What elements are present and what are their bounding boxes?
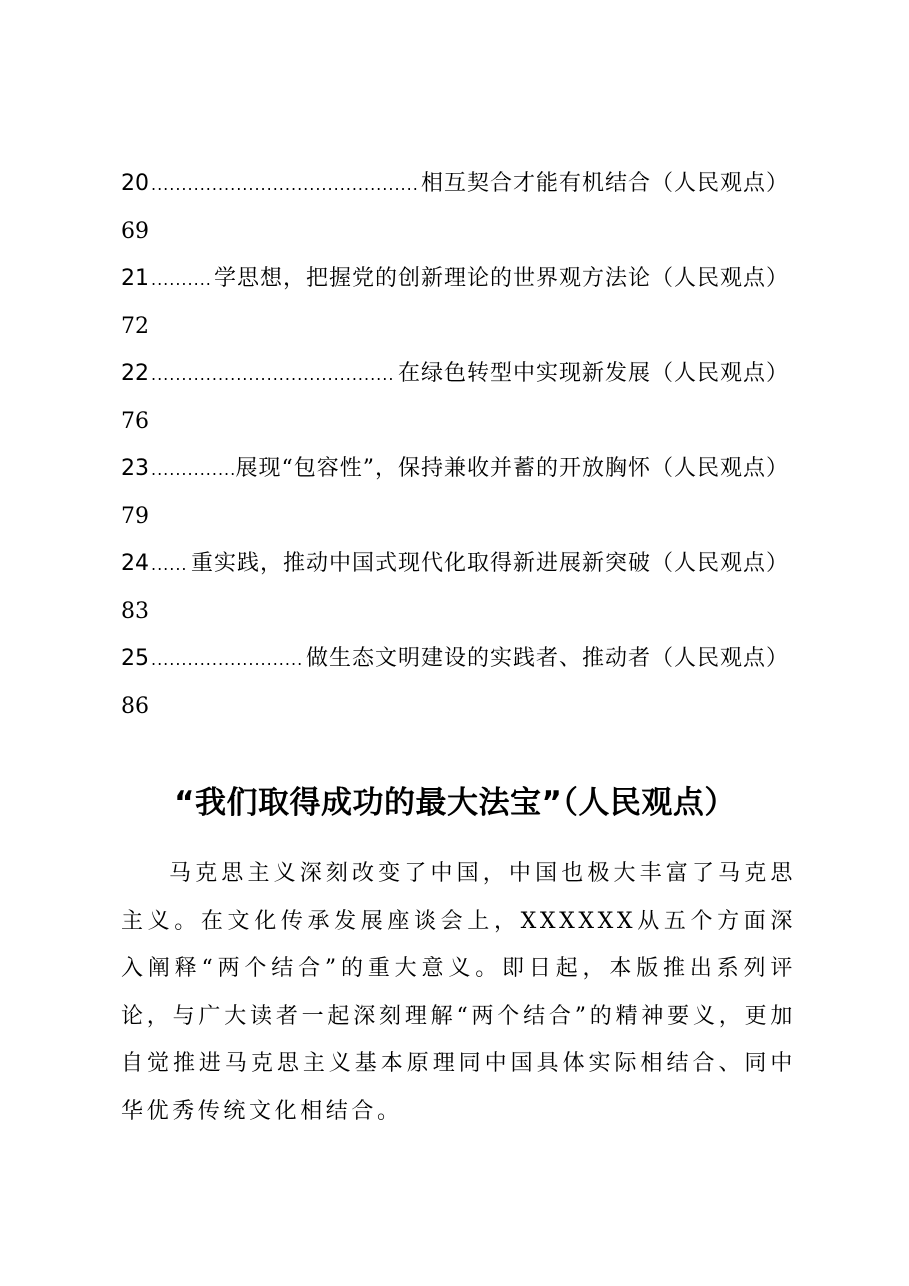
toc-leader-dots bbox=[151, 256, 212, 304]
toc-leader-dots bbox=[151, 636, 304, 684]
toc-line bbox=[121, 255, 789, 303]
toc-entry-page: 79 bbox=[121, 504, 149, 529]
toc-leader-dots bbox=[151, 446, 234, 494]
toc-entry-page: 76 bbox=[121, 409, 149, 434]
toc-line bbox=[121, 160, 789, 208]
toc-entry-title: 展现“包容性”，保持兼收并蓄的开放胸怀（人民观点） bbox=[235, 456, 789, 481]
table-of-contents bbox=[121, 160, 789, 730]
toc-entry[interactable] bbox=[121, 635, 789, 730]
toc-entry-number: 25 bbox=[121, 646, 149, 671]
toc-entry-title: 相互契合才能有机结合（人民观点） bbox=[420, 171, 789, 196]
toc-line bbox=[121, 350, 789, 398]
toc-entry[interactable] bbox=[121, 160, 789, 255]
toc-line bbox=[121, 445, 789, 493]
toc-entry[interactable] bbox=[121, 540, 789, 635]
toc-entry-number: 22 bbox=[121, 361, 149, 386]
toc-entry[interactable] bbox=[121, 350, 789, 445]
toc-entry-page: 86 bbox=[121, 694, 149, 719]
toc-entry-page: 69 bbox=[121, 219, 149, 244]
toc-entry-number: 24 bbox=[121, 551, 149, 576]
toc-entry-title: 重实践，推动中国式现代化取得新进展新突破（人民观点） bbox=[190, 551, 789, 576]
toc-entry-page: 72 bbox=[121, 314, 149, 339]
article-title: “我们取得成功的最大法宝”（人民观点） bbox=[174, 784, 736, 821]
toc-line bbox=[121, 540, 789, 588]
toc-line bbox=[121, 635, 789, 683]
toc-leader-dots bbox=[151, 541, 189, 589]
toc-entry-title: 在绿色转型中实现新发展（人民观点） bbox=[397, 361, 789, 386]
toc-entry-number: 20 bbox=[121, 171, 149, 196]
article-paragraph: 马克思主义深刻改变了中国，中国也极大丰富了马克思主义。在文化传承发展座谈会上，XXXXXX从五个方面深入阐释“两个结合”的重大意义。即日起，本版推出系列评论，与广大读者一起深刻理解“两个结合”的精神要义，更加自觉推进马克思主义基本原理同中国具体实际相结合、同中华优秀传统文化相结合。 bbox=[121, 861, 796, 1124]
toc-leader-dots bbox=[151, 351, 396, 399]
toc-entry-title: 做生态文明建设的实践者、推动者（人民观点） bbox=[305, 646, 789, 671]
toc-entry-number: 23 bbox=[121, 456, 149, 481]
toc-entry[interactable] bbox=[121, 445, 789, 540]
toc-entry-number: 21 bbox=[121, 266, 149, 291]
toc-leader-dots bbox=[151, 161, 419, 209]
toc-entry[interactable] bbox=[121, 255, 789, 350]
toc-entry-page: 83 bbox=[121, 599, 149, 624]
toc-entry-title: 学思想，把握党的创新理论的世界观方法论（人民观点） bbox=[213, 266, 789, 291]
